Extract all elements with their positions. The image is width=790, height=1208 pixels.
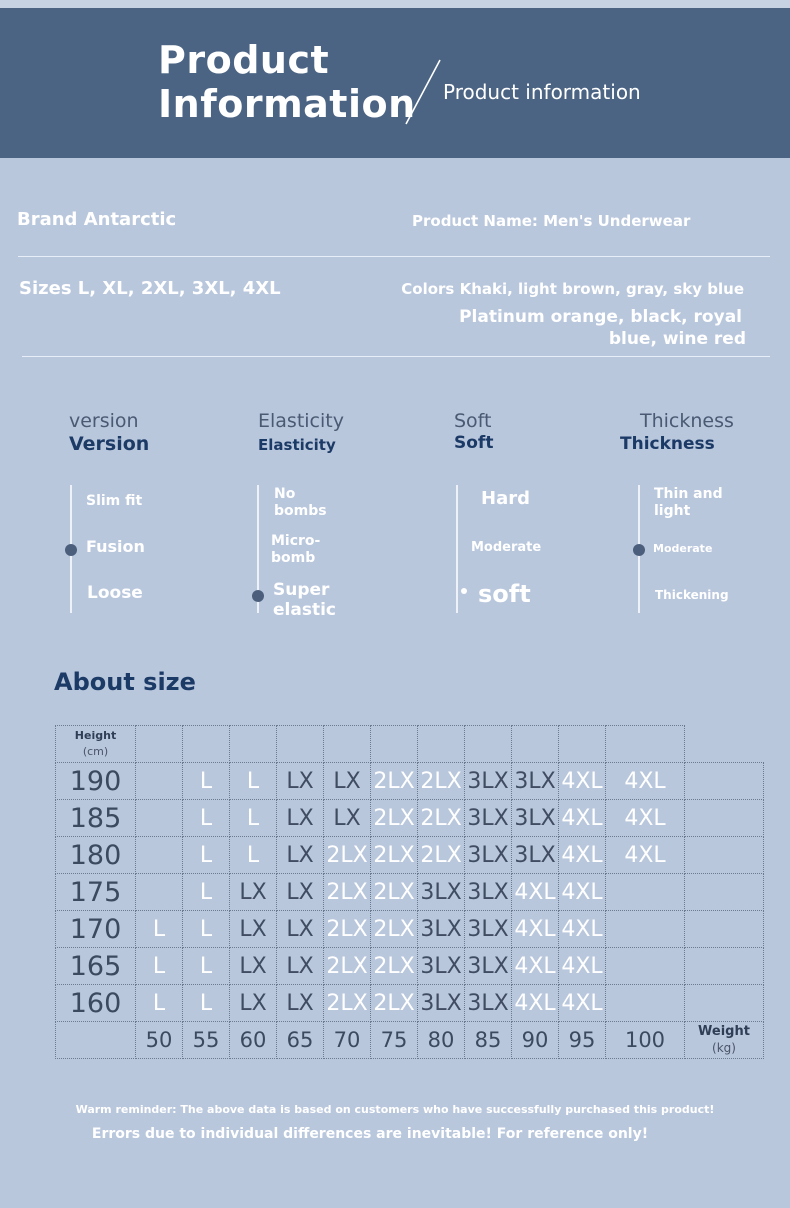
soft-option-hard: Hard	[481, 488, 530, 509]
weight-row	[56, 1022, 764, 1059]
size-cell: 2LX	[371, 837, 418, 874]
size-cell: 2LX	[418, 763, 465, 800]
height-header-cell	[56, 726, 136, 763]
size-cell: 2LX	[324, 837, 371, 874]
top-strip	[0, 0, 790, 8]
size-cell: 3LX	[418, 985, 465, 1022]
elasticity-selected-dot	[252, 590, 264, 602]
size-cell: 2LX	[324, 948, 371, 985]
version-option-loose: Loose	[87, 583, 143, 603]
thickness-option-moderate: Moderate	[653, 542, 713, 555]
version-selected-dot	[65, 544, 77, 556]
size-cell: L	[230, 800, 277, 837]
divider-1	[18, 256, 770, 257]
size-cell: LX	[277, 948, 324, 985]
size-cell: 4XL	[606, 800, 685, 837]
size-cell: 3LX	[512, 800, 559, 837]
size-cell: 2LX	[371, 985, 418, 1022]
size-cell	[685, 837, 764, 874]
header-cell	[277, 726, 324, 763]
header-cell	[136, 726, 183, 763]
attribute-small-label: version	[69, 410, 139, 432]
colors-line-3: blue, wine red	[608, 329, 746, 349]
size-cell: 3LX	[465, 800, 512, 837]
size-cell: 4XL	[559, 800, 606, 837]
weight-value: 100	[606, 1022, 685, 1059]
size-cell	[606, 948, 685, 985]
size-cell: L	[183, 763, 230, 800]
attribute-big-label: Elasticity	[258, 436, 336, 454]
size-cell: L	[136, 985, 183, 1022]
height-value: 160	[56, 985, 136, 1022]
size-cell: L	[183, 874, 230, 911]
title-line-2: Information	[158, 82, 416, 126]
brand-text: Brand Antarctic	[17, 209, 177, 230]
colors-line-2: Platinum orange, black, royal	[459, 307, 742, 327]
size-cell: 4XL	[559, 911, 606, 948]
size-cell: 4XL	[606, 837, 685, 874]
size-row	[56, 874, 764, 911]
size-cell: 2LX	[371, 800, 418, 837]
attribute-soft	[454, 410, 604, 453]
attribute-thickness	[620, 410, 770, 454]
size-cell: 4XL	[559, 874, 606, 911]
size-cell: 3LX	[512, 837, 559, 874]
size-cell: LX	[277, 874, 324, 911]
height-value: 165	[56, 948, 136, 985]
size-cell: 2LX	[371, 763, 418, 800]
soft-selected-dot	[461, 588, 467, 594]
size-cell: 3LX	[465, 985, 512, 1022]
weight-value: 90	[512, 1022, 559, 1059]
size-row	[56, 837, 764, 874]
height-label: Height	[74, 729, 117, 742]
size-cell: 4XL	[512, 985, 559, 1022]
header-cell	[324, 726, 371, 763]
size-cell: LX	[324, 763, 371, 800]
attribute-small-label: Elasticity	[258, 410, 344, 432]
soft-option-soft: soft	[478, 580, 531, 608]
size-cell: L	[183, 911, 230, 948]
thickness-selected-dot	[633, 544, 645, 556]
weight-value: 60	[230, 1022, 277, 1059]
size-cell: LX	[230, 911, 277, 948]
header-cell	[606, 726, 685, 763]
size-cell: 4XL	[512, 874, 559, 911]
size-cell	[136, 837, 183, 874]
size-cell: 3LX	[465, 948, 512, 985]
size-row	[56, 800, 764, 837]
disclaimer-text: Errors due to individual differences are inevitable! For reference only!	[91, 1126, 649, 1142]
attribute-big-label: Soft	[454, 433, 494, 453]
size-cell: L	[136, 911, 183, 948]
weight-value: 95	[559, 1022, 606, 1059]
size-cell: L	[183, 837, 230, 874]
elasticity-option-micro-bomb: Micro- bomb	[271, 533, 321, 566]
weight-value: 65	[277, 1022, 324, 1059]
soft-option-moderate: Moderate	[471, 540, 542, 555]
size-cell	[606, 874, 685, 911]
header-cell	[465, 726, 512, 763]
size-cell: LX	[277, 985, 324, 1022]
size-chart-body	[56, 763, 764, 1022]
weight-value: 85	[465, 1022, 512, 1059]
page-subtitle: Product information	[443, 80, 641, 104]
header-cell	[559, 726, 606, 763]
size-cell: 3LX	[465, 911, 512, 948]
size-cell: 4XL	[559, 837, 606, 874]
title-line-1: Product	[158, 38, 330, 82]
version-option-slim-fit: Slim fit	[86, 493, 143, 509]
colors-line-1: Colors Khaki, light brown, gray, sky blue	[401, 280, 744, 298]
size-cell: LX	[324, 800, 371, 837]
size-cell: 3LX	[465, 763, 512, 800]
size-chart-title: About size	[54, 668, 196, 696]
size-cell	[685, 948, 764, 985]
size-cell: L	[183, 985, 230, 1022]
height-unit: (cm)	[82, 745, 109, 758]
attribute-small-label: Soft	[454, 410, 492, 432]
header-cell	[371, 726, 418, 763]
size-cell: LX	[277, 800, 324, 837]
sizes-text: Sizes L, XL, 2XL, 3XL, 4XL	[19, 278, 281, 299]
size-cell: 2LX	[324, 874, 371, 911]
size-cell: 4XL	[559, 985, 606, 1022]
warm-reminder-text: Warm reminder: The above data is based on customers who have successfully purchased this product!	[75, 1103, 715, 1116]
size-row	[56, 985, 764, 1022]
thickness-option-thin-light: Thin and light	[654, 486, 723, 519]
size-cell	[685, 985, 764, 1022]
size-cell: 4XL	[512, 911, 559, 948]
weight-unit: (kg)	[712, 1041, 736, 1055]
attribute-small-label: Thickness	[640, 410, 734, 432]
size-cell: 2LX	[418, 800, 465, 837]
size-chart-table	[55, 725, 764, 1059]
weight-label: Weight	[698, 1024, 750, 1039]
size-cell: 2LX	[371, 911, 418, 948]
weight-value: 80	[418, 1022, 465, 1059]
size-cell: L	[183, 800, 230, 837]
size-cell: 4XL	[559, 948, 606, 985]
height-value: 170	[56, 911, 136, 948]
soft-scale-line	[456, 485, 458, 613]
height-value: 190	[56, 763, 136, 800]
header-cell	[183, 726, 230, 763]
size-cell: 3LX	[418, 911, 465, 948]
attribute-big-label: Thickness	[620, 434, 715, 454]
table-header-row	[56, 726, 764, 763]
attribute-big-label: Version	[69, 433, 150, 455]
size-cell: LX	[277, 763, 324, 800]
size-row	[56, 948, 764, 985]
weight-value: 50	[136, 1022, 183, 1059]
size-cell: 2LX	[324, 911, 371, 948]
size-cell	[136, 874, 183, 911]
weight-value: 55	[183, 1022, 230, 1059]
size-cell	[685, 911, 764, 948]
elasticity-option-no-bombs: No bombs	[274, 486, 327, 519]
size-cell	[685, 800, 764, 837]
size-cell: 4XL	[559, 763, 606, 800]
size-cell: 2LX	[371, 874, 418, 911]
attribute-elasticity	[258, 410, 408, 454]
slash-divider	[400, 58, 444, 128]
header-banner	[0, 8, 790, 158]
version-option-fusion: Fusion	[86, 537, 145, 556]
size-cell: 2LX	[324, 985, 371, 1022]
weight-value: 75	[371, 1022, 418, 1059]
size-cell: 3LX	[418, 874, 465, 911]
size-cell: LX	[230, 985, 277, 1022]
weight-value: 70	[324, 1022, 371, 1059]
size-cell: LX	[277, 911, 324, 948]
size-cell: 3LX	[512, 763, 559, 800]
size-cell: L	[183, 948, 230, 985]
size-row	[56, 911, 764, 948]
size-cell: LX	[230, 874, 277, 911]
size-cell: 2LX	[418, 837, 465, 874]
size-cell	[606, 985, 685, 1022]
header-cell	[230, 726, 277, 763]
size-row	[56, 763, 764, 800]
weight-corner-cell	[56, 1022, 136, 1059]
attribute-version	[69, 410, 219, 455]
size-cell: 3LX	[418, 948, 465, 985]
size-cell	[136, 763, 183, 800]
size-cell: L	[136, 948, 183, 985]
size-cell	[685, 763, 764, 800]
size-cell: LX	[277, 837, 324, 874]
size-cell: L	[230, 837, 277, 874]
height-value: 185	[56, 800, 136, 837]
height-value: 180	[56, 837, 136, 874]
header-cell	[418, 726, 465, 763]
product-name-text: Product Name: Men's Underwear	[412, 212, 691, 230]
weight-header-cell	[685, 1022, 764, 1059]
page-title	[158, 38, 416, 126]
elasticity-option-super-elastic: Super elastic	[273, 580, 336, 620]
size-cell: L	[230, 763, 277, 800]
thickness-option-thickening: Thickening	[655, 588, 729, 602]
size-cell: 3LX	[465, 837, 512, 874]
size-cell: 4XL	[606, 763, 685, 800]
size-cell: 4XL	[512, 948, 559, 985]
size-cell	[606, 911, 685, 948]
header-cell	[512, 726, 559, 763]
size-cell	[685, 874, 764, 911]
size-cell: LX	[230, 948, 277, 985]
size-cell: 3LX	[465, 874, 512, 911]
divider-2	[22, 356, 770, 357]
height-value: 175	[56, 874, 136, 911]
size-cell: 2LX	[371, 948, 418, 985]
size-cell	[136, 800, 183, 837]
